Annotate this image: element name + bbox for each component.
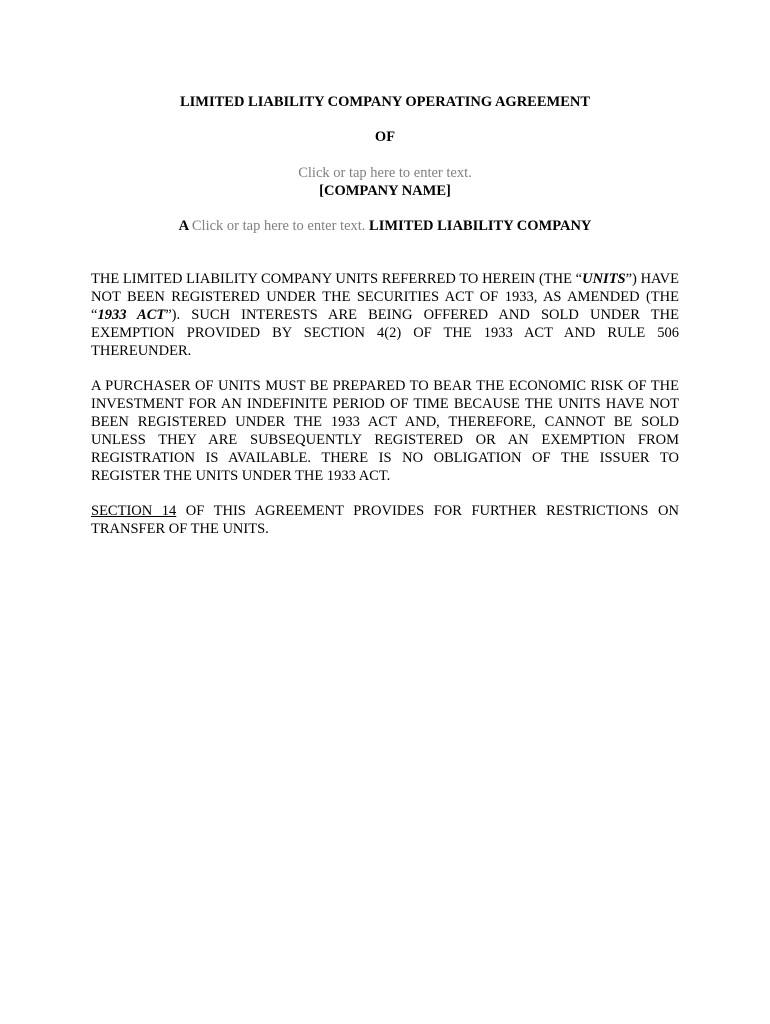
section-14-link[interactable]: SECTION 14 [91,503,177,519]
company-name-label: [COMPANY NAME] [319,183,451,199]
title-of: OF [374,129,396,145]
state-prefix: A [178,218,189,234]
units-defined-term: UNITS [582,271,626,287]
document-page [91,93,679,538]
state-placeholder-field[interactable]: Click or tap here to enter text. [191,218,366,234]
securities-legend-paragraph-2: A PURCHASER OF UNITS MUST BE PREPARED TO BEAR THE ECONOMIC RISK OF THE INVESTMENT FOR AN INDEFINITE PERIOD OF TIME BECAUSE THE UNITS HAVE NOT BEEN REGISTERED UNDER THE 1933 ACT AND, THEREFORE, CANNOT BE SOLD UNLESS THEY ARE SUBSEQUENTLY REGISTERED OR AN EXEMPTION FROM REGISTRATION IS AVAILABLE. THERE IS NO OBLIGATION OF THE ISSUER TO REGISTER THE UNITS UNDER THE 1933 ACT. [91,378,679,484]
state-suffix: LIMITED LIABILITY COMPANY [369,218,592,234]
act-defined-term: 1933 ACT [97,307,166,323]
document-title: LIMITED LIABILITY COMPANY OPERATING AGREEMENT [179,94,591,110]
securities-legend-paragraph-1: THE LIMITED LIABILITY COMPANY UNITS REFERRED TO HEREIN (THE “UNITS”) HAVE NOT BEEN REGISTERED UNDER THE SECURITIES ACT OF 1933, AS AMENDED (THE “1933 ACT”). SUCH INTERESTS ARE BEING OFFERED AND SOLD UNDER THE EXEMPTION PROVIDED BY SECTION 4(2) OF THE 1933 ACT AND RULE 506 THEREUNDER. [91,271,679,359]
state-line [91,217,679,235]
securities-legend-paragraph-3: SECTION 14 OF THIS AGREEMENT PROVIDES FOR FURTHER RESTRICTIONS ON TRANSFER OF THE UNITS. [91,503,679,537]
company-name-placeholder-field[interactable]: Click or tap here to enter text. [298,165,472,181]
